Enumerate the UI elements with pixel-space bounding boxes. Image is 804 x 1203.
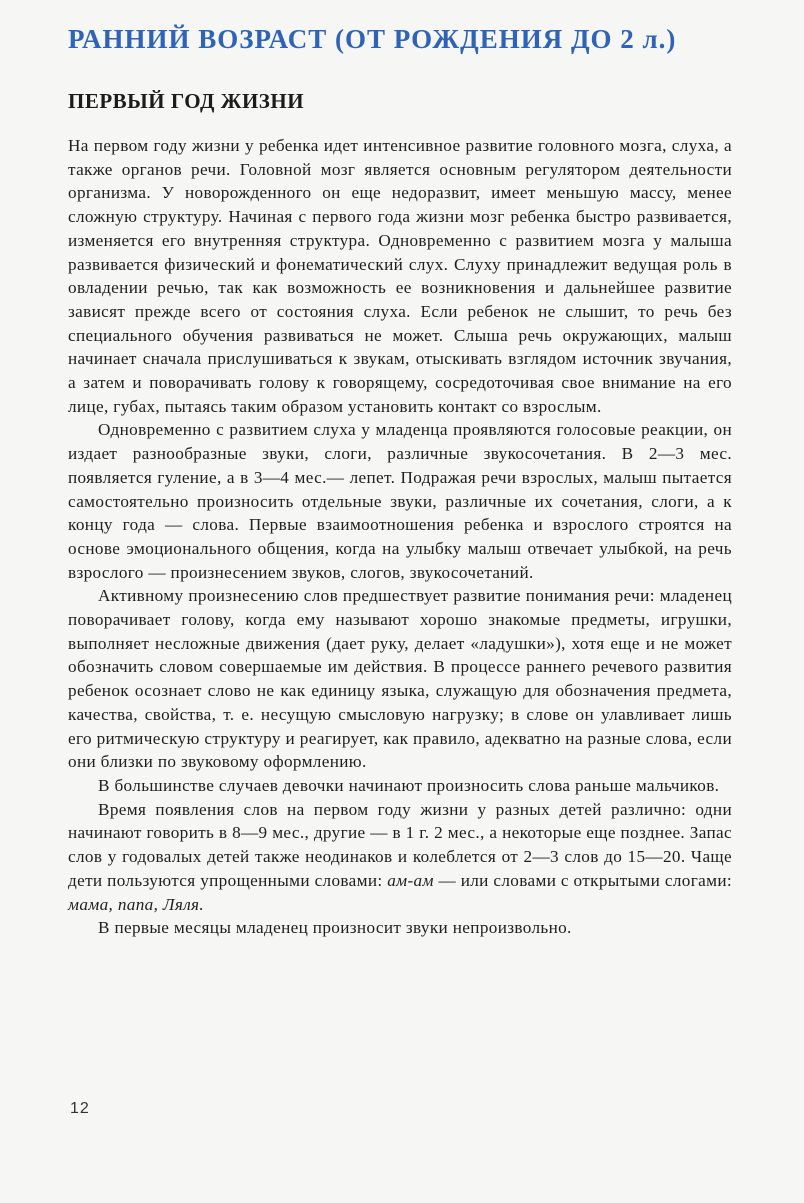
paragraph-2: Одновременно с развитием слуха у младенца проявляются голосовые реакции, он издает разнообразные звуки, слоги, различные звукосочетания. В 2—3 мес. появляется гуление, а в 3—4 мес.— лепет. Подражая речи взрослых, малыш пытается самостоятельно произносить отдельные звуки, различные их сочетания, слоги, а к концу года — слова. Первые взаимоотношения ребенка и взрослого строятся на основе эмоционального общения, когда на улыбку малыш отвечает улыбкой, на речь взрослого — произнесением звуков, слогов, звукосочетаний. xyxy=(68,420,732,582)
paragraph-6: В первые месяцы младенец произносит звуки непроизвольно. xyxy=(98,918,572,938)
italic-example-am-am: ам-ам xyxy=(387,870,434,890)
section-title: ПЕРВЫЙ ГОД ЖИЗНИ xyxy=(68,89,305,113)
body-text xyxy=(68,134,732,940)
paragraph-5 xyxy=(68,798,732,917)
paragraph-5-text-a: Время появления слов на первом году жизни у разных детей различно: одни начинают говорить в 8—9 мес., другие — в 1 г. 2 мес., а некоторые еще позднее. Запас слов у годовалых детей также неодинаков и колеблется от 2—3 слов до 15—20. Чаще дети пользуются упрощенными словами: xyxy=(68,799,732,890)
paragraph-5-text-b: — или словами с открытыми слогами: xyxy=(433,870,733,890)
paragraph-1: На первом году жизни у ребенка идет интенсивное развитие головного мозга, слуха, а также органов речи. Головной мозг является основным регулятором деятельности организма. У новорожденного он еще недоразвит, имеет меньшую массу, менее сложную структуру. Начиная с первого года жизни мозг ребенка быстро развивается, изменяется его внутренняя структура. Одновременно с развитием мозга у малыша развивается физический и фонематический слух. Слуху принадлежит ведущая роль в овладении речью, так как возможность ее возникновения и дальнейшее развитие зависят прежде всего от состояния слуха. Если ребенок не слышит, то речь без специального обучения развиваться не может. Слыша речь окружающих, малыш начинает сначала прислушиваться к звукам, отыскивать взглядом источник звучания, а затем и поворачивать голову к говорящему, сосредоточивая свое внимание на его лице, губах, пытаясь таким образом установить контакт со взрослым. xyxy=(68,136,732,416)
paragraph-4: В большинстве случаев девочки начинают произносить слова раньше мальчиков. xyxy=(98,775,720,795)
paragraph-3: Активному произнесению слов предшествует развитие понимания речи: младенец поворачивает голову, когда ему называют хорошо знакомые предметы, игрушки, выполняет несложные движения (дает руку, делает «ладушки»), хотя еще и не может обозначить словом совершаемые им действия. В процессе раннего речевого развития ребенок осознает слово не как единицу языка, служащую для обозначения предмета, качества, свойства, т. е. несущую смысловую нагрузку; в слове он улавливает лишь его ритмическую структуру и реагирует, как правило, адекватно на разные слова, если они близки по звуковому оформлению. xyxy=(68,586,732,772)
italic-example-words: мама, папа, Ляля. xyxy=(68,894,205,914)
chapter-title: РАННИЙ ВОЗРАСТ (ОТ РОЖДЕНИЯ ДО 2 л.) xyxy=(68,24,677,54)
page-number: 12 xyxy=(70,1100,90,1117)
